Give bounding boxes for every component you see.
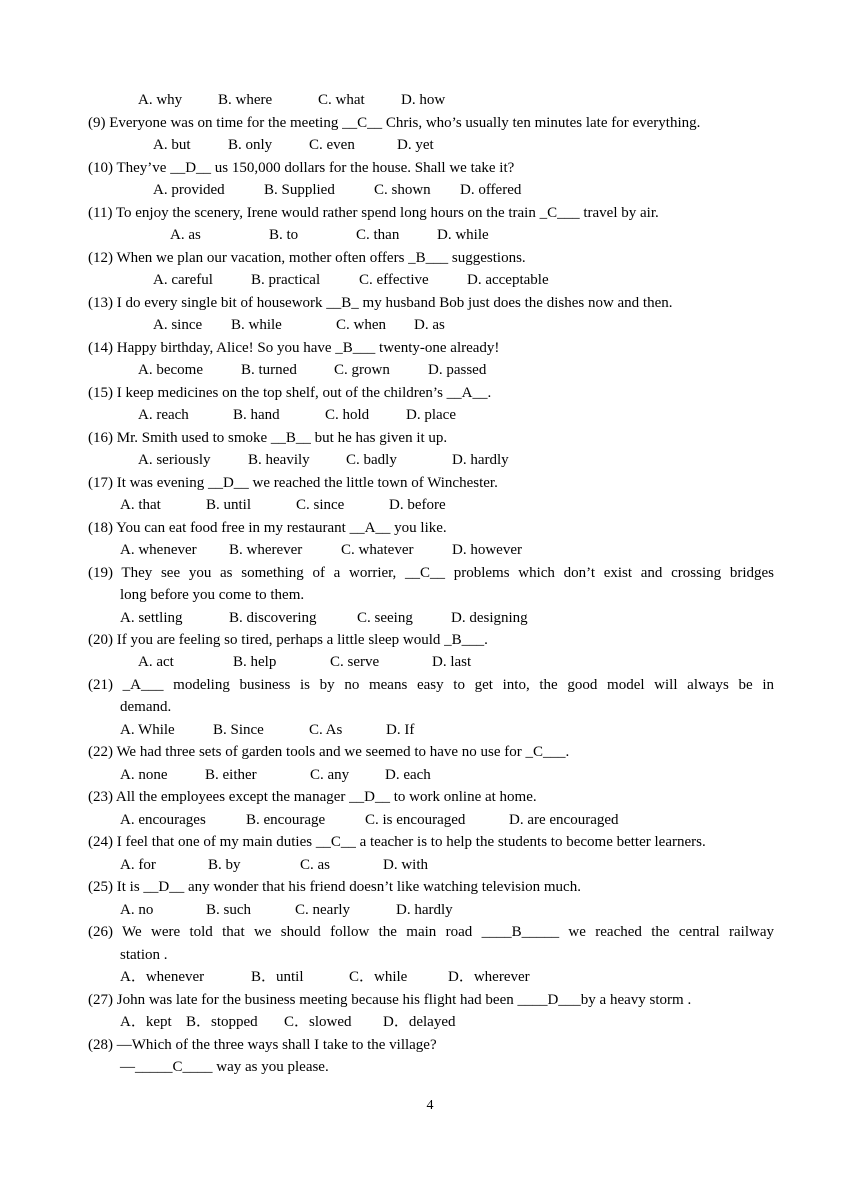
- option-a: A. whenever: [120, 542, 197, 558]
- option-c: C. badly: [346, 452, 397, 468]
- option-c: C. when: [336, 317, 386, 333]
- option-c: C. hold: [325, 407, 370, 423]
- option-d: D. as: [414, 317, 445, 333]
- option-b: B．until: [251, 969, 304, 985]
- option-d: D. are encouraged: [509, 812, 619, 828]
- option-d: D. hardly: [396, 902, 453, 918]
- page-number: 4: [426, 1098, 434, 1113]
- option-c: C. As: [309, 722, 343, 738]
- option-b: B. either: [205, 767, 257, 783]
- option-b: B. to: [269, 227, 299, 243]
- option-d: D. before: [389, 497, 446, 513]
- option-b: B. help: [233, 654, 277, 670]
- option-b: B. Supplied: [264, 182, 335, 198]
- question-26: (26) We were told that we should follow the main road ____B_____ we reached the central railway: [88, 924, 774, 940]
- option-b: B. encourage: [246, 812, 326, 828]
- option-d: D. each: [385, 767, 431, 783]
- option-d: D．wherever: [448, 969, 530, 985]
- option-a: A. why: [138, 92, 183, 108]
- option-a: A. that: [120, 497, 161, 513]
- option-a: A. careful: [153, 272, 213, 288]
- option-b: B. where: [218, 92, 273, 108]
- question-28: (28) —Which of the three ways shall I take to the village?: [88, 1037, 437, 1053]
- question-13: (13) I do every single bit of housework __B_ my husband Bob just does the dishes now and then.: [88, 295, 673, 311]
- option-b: B. wherever: [229, 542, 303, 558]
- question-21: (21) _A___ modeling business is by no means easy to get into, the good model will always be in: [88, 677, 774, 693]
- option-c: C. effective: [359, 272, 429, 288]
- option-c: C. is encouraged: [365, 812, 466, 828]
- question-19: (19) They see you as something of a worrier, __C__ problems which don’t exist and crossing bridges: [88, 565, 774, 581]
- option-d: D. acceptable: [467, 272, 549, 288]
- option-b: B. only: [228, 137, 273, 153]
- option-a: A. no: [120, 902, 154, 918]
- option-b: B. heavily: [248, 452, 310, 468]
- option-c: C. serve: [330, 654, 380, 670]
- option-d: D. with: [383, 857, 428, 873]
- option-b: B. turned: [241, 362, 297, 378]
- option-a: A. none: [120, 767, 168, 783]
- option-d: D. place: [406, 407, 456, 423]
- option-d: D．delayed: [383, 1014, 456, 1030]
- question-10: (10) They’ve __D__ us 150,000 dollars for the house. Shall we take it?: [88, 160, 515, 176]
- question-17: (17) It was evening __D__ we reached the little town of Winchester.: [88, 475, 498, 491]
- option-c: C. shown: [374, 182, 431, 198]
- option-c: C. than: [356, 227, 400, 243]
- option-a: A. as: [170, 227, 201, 243]
- option-d: D. offered: [460, 182, 522, 198]
- option-d: D. yet: [397, 137, 434, 153]
- option-c: C. any: [310, 767, 350, 783]
- question-12: (12) When we plan our vacation, mother often offers _B___ suggestions.: [88, 250, 526, 266]
- option-c: C. grown: [334, 362, 390, 378]
- option-c: C．slowed: [284, 1014, 352, 1030]
- question-23: (23) All the employees except the manager __D__ to work online at home.: [88, 789, 537, 805]
- option-a: A．whenever: [120, 969, 205, 985]
- question-20: (20) If you are feeling so tired, perhaps a little sleep would _B___.: [88, 632, 488, 648]
- question-26-continuation: station .: [120, 947, 168, 963]
- option-a: A. provided: [153, 182, 225, 198]
- option-b: B. hand: [233, 407, 280, 423]
- option-c: C. whatever: [341, 542, 414, 558]
- question-25: (25) It is __D__ any wonder that his friend doesn’t like watching television much.: [88, 879, 581, 895]
- option-b: B. by: [208, 857, 241, 873]
- question-16: (16) Mr. Smith used to smoke __B__ but he has given it up.: [88, 430, 448, 446]
- question-11: (11) To enjoy the scenery, Irene would rather spend long hours on the train _C___ travel by air.: [88, 205, 659, 221]
- option-a: A. for: [120, 857, 156, 873]
- option-a: A. but: [153, 137, 191, 153]
- option-a: A. While: [120, 722, 175, 738]
- question-24: (24) I feel that one of my main duties __C__ a teacher is to help the students to become better learners.: [88, 834, 706, 850]
- option-c: C. even: [309, 137, 355, 153]
- question-22: (22) We had three sets of garden tools and we seemed to have no use for _C___.: [88, 744, 570, 760]
- option-a: A. since: [153, 317, 203, 333]
- option-b: B. Since: [213, 722, 264, 738]
- option-b: B. practical: [251, 272, 321, 288]
- question-19-continuation: long before you come to them.: [120, 587, 305, 603]
- question-27: (27) John was late for the business meeting because his flight had been ____D___by a heavy storm .: [88, 992, 692, 1008]
- option-d: D. how: [401, 92, 446, 108]
- question-14: (14) Happy birthday, Alice! So you have _B___ twenty-one already!: [88, 340, 500, 356]
- option-a: A．kept: [120, 1014, 172, 1030]
- option-d: D. hardly: [452, 452, 509, 468]
- question-18: (18) You can eat food free in my restaurant __A__ you like.: [88, 520, 447, 536]
- option-b: B. while: [231, 317, 282, 333]
- option-c: C. nearly: [295, 902, 350, 918]
- option-c: C. since: [296, 497, 345, 513]
- option-d: D. however: [452, 542, 522, 558]
- option-d: D. while: [437, 227, 489, 243]
- option-a: A. act: [138, 654, 174, 670]
- option-b: B. such: [206, 902, 251, 918]
- question-15: (15) I keep medicines on the top shelf, out of the children’s __A__.: [88, 385, 492, 401]
- question-28-answer-line: —_____C____ way as you please.: [120, 1059, 329, 1075]
- option-c: C．while: [349, 969, 408, 985]
- option-a: A. encourages: [120, 812, 206, 828]
- option-d: D. designing: [451, 610, 528, 626]
- option-b: B. until: [206, 497, 252, 513]
- option-a: A. settling: [120, 610, 183, 626]
- option-d: D. passed: [428, 362, 487, 378]
- option-d: D. last: [432, 654, 472, 670]
- option-c: C. seeing: [357, 610, 413, 626]
- option-c: C. as: [300, 857, 330, 873]
- option-a: A. become: [138, 362, 203, 378]
- option-b: B. discovering: [229, 610, 317, 626]
- option-a: A. reach: [138, 407, 189, 423]
- question-21-continuation: demand.: [120, 699, 172, 715]
- option-d: D. If: [386, 722, 415, 738]
- option-a: A. seriously: [138, 452, 211, 468]
- option-b: B．stopped: [186, 1014, 258, 1030]
- option-c: C. what: [318, 92, 365, 108]
- question-9: (9) Everyone was on time for the meeting __C__ Chris, who’s usually ten minutes late for everything.: [88, 115, 701, 131]
